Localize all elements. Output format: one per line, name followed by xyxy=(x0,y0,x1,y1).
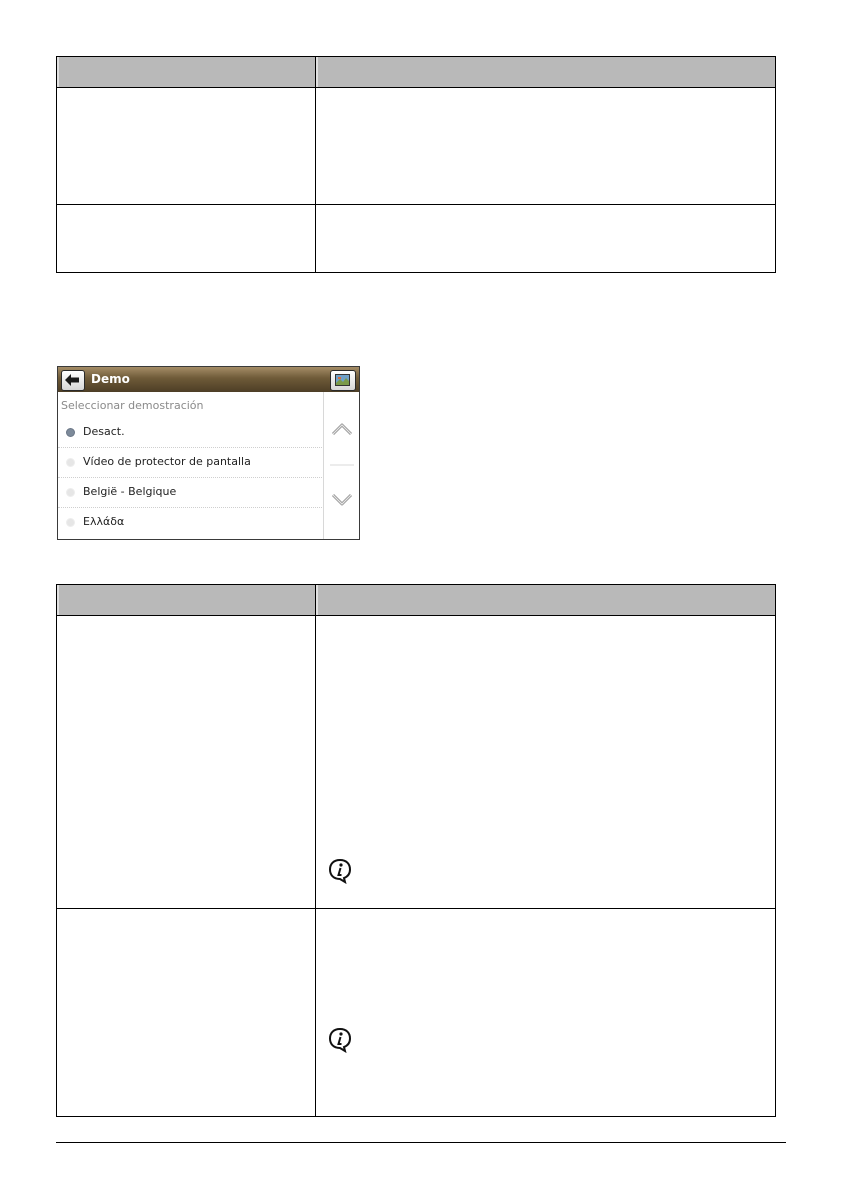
scroll-up-button[interactable] xyxy=(331,421,353,437)
title-bar xyxy=(58,367,359,392)
table-header-cell xyxy=(57,57,316,88)
map-icon xyxy=(335,374,350,386)
list-item-screensaver-video[interactable] xyxy=(58,448,322,478)
list-item-label: België - Belgique xyxy=(83,485,177,498)
table-cell xyxy=(57,909,316,1117)
info-icon xyxy=(328,858,352,884)
table-cell xyxy=(316,909,776,1117)
list-item-label: Vídeo de protector de pantalla xyxy=(83,455,251,468)
scroll-down-button[interactable] xyxy=(331,492,353,508)
screen-title: Demo xyxy=(91,372,130,386)
table-cell xyxy=(57,205,316,273)
list-item-label: Ελλάδα xyxy=(83,515,125,528)
demo-list xyxy=(58,392,323,539)
list-item-belgium[interactable] xyxy=(58,478,322,508)
table-cell xyxy=(57,616,316,909)
back-button[interactable] xyxy=(61,370,85,391)
table-header-cell xyxy=(57,585,316,616)
table-bottom xyxy=(56,584,776,1117)
table-header-cell xyxy=(316,57,776,88)
table-row xyxy=(57,205,776,273)
chevron-up-icon xyxy=(331,421,353,437)
table-cell xyxy=(316,205,776,273)
table-cell xyxy=(57,88,316,205)
info-icon xyxy=(328,1027,352,1053)
table-header-cell xyxy=(316,585,776,616)
radio-icon xyxy=(66,458,75,467)
radio-selected-icon xyxy=(66,428,75,437)
table-header-row xyxy=(57,585,776,616)
table-row xyxy=(57,616,776,909)
map-button[interactable] xyxy=(330,370,356,391)
table-cell xyxy=(316,616,776,909)
section-label: Seleccionar demostración xyxy=(61,399,204,412)
list-item-desact[interactable] xyxy=(58,418,322,448)
chevron-down-icon xyxy=(331,492,353,508)
radio-icon xyxy=(66,518,75,527)
table-row xyxy=(57,88,776,205)
footer-divider xyxy=(56,1142,786,1143)
table-top xyxy=(56,56,776,273)
radio-icon xyxy=(66,488,75,497)
table-cell xyxy=(316,88,776,205)
back-arrow-icon xyxy=(65,374,80,386)
table-header-row xyxy=(57,57,776,88)
list-item-greece[interactable] xyxy=(58,508,322,538)
device-screen xyxy=(57,366,360,540)
list-item-label: Desact. xyxy=(83,425,125,438)
table-row xyxy=(57,909,776,1117)
scrollbar[interactable] xyxy=(323,392,360,539)
scroll-track xyxy=(330,464,354,466)
